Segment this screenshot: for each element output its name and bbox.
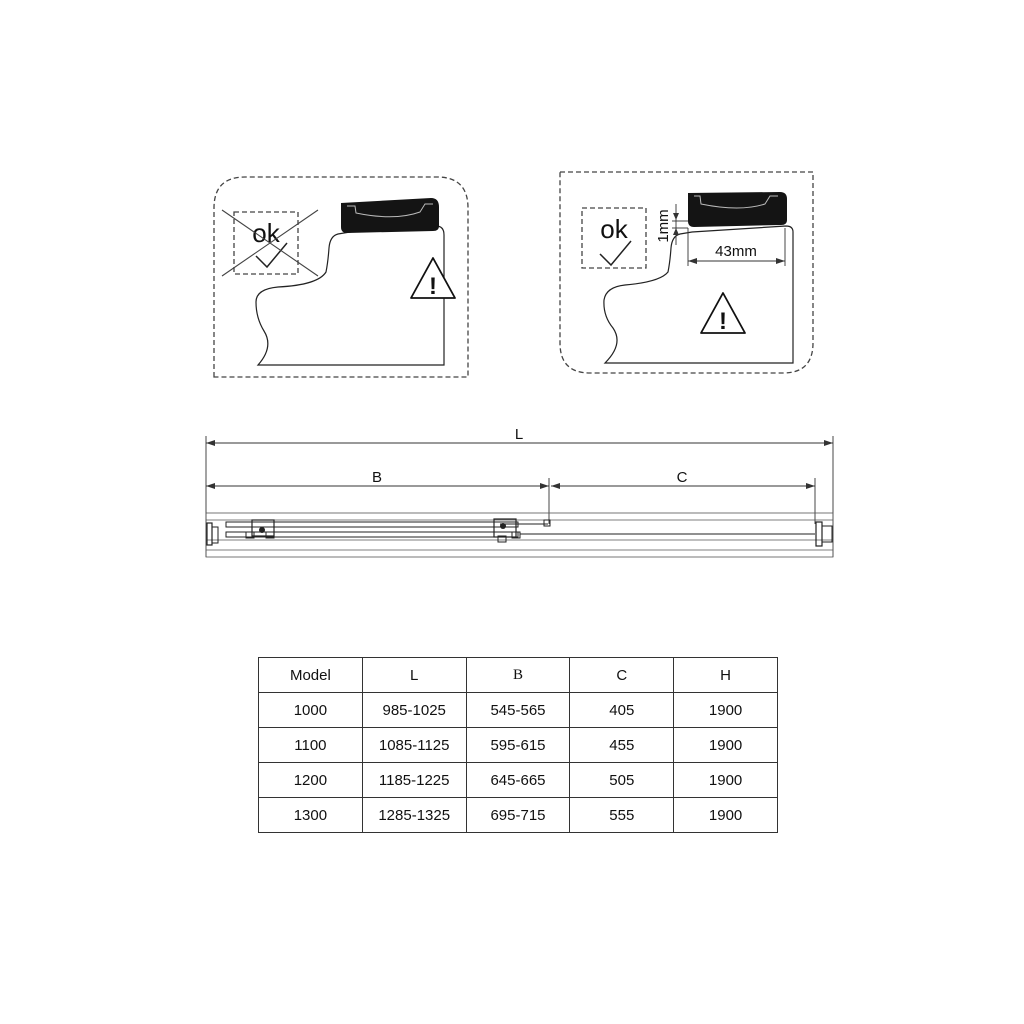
cell-model: 1300 — [259, 798, 363, 833]
warning-symbol: ! — [719, 308, 727, 335]
cell-B: 645-665 — [466, 763, 570, 798]
dimension-L-label: L — [514, 426, 524, 443]
cell-B: 595-615 — [466, 728, 570, 763]
roller-bracket-left — [246, 520, 274, 538]
ok-box-crossed — [222, 210, 318, 276]
header-H: H — [674, 658, 778, 693]
cell-C: 505 — [570, 763, 674, 798]
cell-L: 1285-1325 — [362, 798, 466, 833]
cell-H: 1900 — [674, 728, 778, 763]
cell-B: 545-565 — [466, 693, 570, 728]
bottom-guide-profile — [341, 198, 439, 233]
gap-label: 1mm — [655, 209, 672, 243]
cell-C: 555 — [570, 798, 674, 833]
header-B: B — [466, 658, 570, 693]
table-header-row — [259, 658, 778, 693]
right-wall-profile — [816, 522, 832, 546]
cell-model: 1000 — [259, 693, 363, 728]
width-dimension — [688, 228, 785, 266]
warning-icon — [701, 293, 745, 335]
cell-H: 1900 — [674, 798, 778, 833]
left-wall-profile — [207, 523, 218, 545]
cell-H: 1900 — [674, 693, 778, 728]
shower-tray-outline — [604, 226, 793, 363]
left-detail-panel — [214, 177, 468, 377]
bottom-guide-profile — [688, 192, 787, 227]
header-C: C — [570, 658, 674, 693]
cell-C: 455 — [570, 728, 674, 763]
dimension-C-label: C — [676, 469, 688, 486]
ok-label: ok — [600, 214, 628, 244]
header-L: L — [362, 658, 466, 693]
right-detail-panel — [560, 172, 813, 373]
dimension-B — [206, 469, 549, 524]
header-model: Model — [259, 658, 363, 693]
table-row — [259, 798, 778, 833]
dimension-B-label: B — [371, 469, 383, 486]
cell-L: 1185-1225 — [362, 763, 466, 798]
check-icon — [600, 241, 631, 265]
cell-H: 1900 — [674, 763, 778, 798]
cell-model: 1200 — [259, 763, 363, 798]
plan-view — [206, 426, 833, 557]
table-row — [259, 728, 778, 763]
cell-C: 405 — [570, 693, 674, 728]
dimension-C — [551, 469, 815, 524]
warning-icon — [411, 258, 455, 300]
cell-model: 1100 — [259, 728, 363, 763]
width-label: 43mm — [715, 243, 757, 260]
cell-B: 695-715 — [466, 798, 570, 833]
ok-box-approved — [582, 208, 646, 268]
gap-dimension — [655, 204, 688, 245]
table-row — [259, 763, 778, 798]
ok-label: ok — [252, 218, 280, 248]
size-table — [258, 657, 778, 833]
cell-L: 985-1025 — [362, 693, 466, 728]
table-row — [259, 693, 778, 728]
warning-symbol: ! — [429, 273, 437, 300]
cell-L: 1085-1125 — [362, 728, 466, 763]
